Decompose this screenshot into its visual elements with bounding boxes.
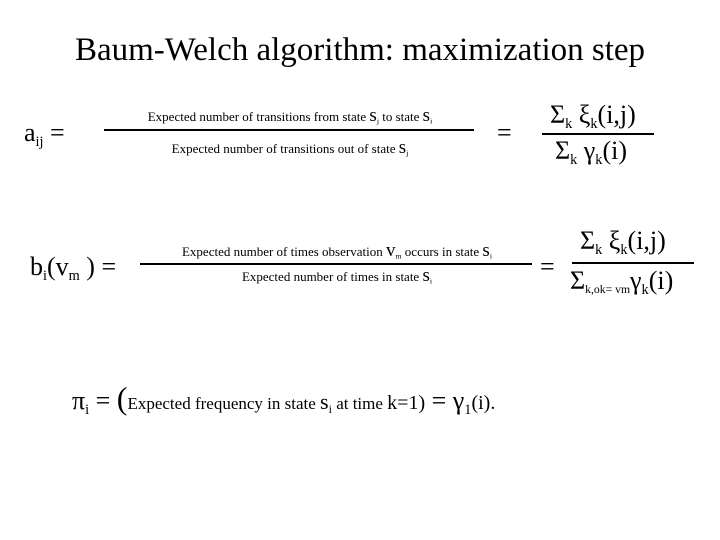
b-r-den-sigma-sub: k,ok= vm — [585, 283, 631, 297]
a-num-mid: to state — [378, 109, 423, 124]
a-denominator — [100, 137, 480, 161]
b-r-den-args: (i) — [648, 266, 674, 295]
pi-text2: at time — [331, 394, 388, 413]
b-right-numerator — [580, 226, 666, 265]
a-lhs — [24, 118, 65, 157]
b-close: ) — [79, 252, 95, 281]
pi-equals: = — [89, 386, 117, 415]
b-r-num-xi: ξ — [608, 226, 621, 255]
a-num-s1: s — [369, 105, 377, 126]
b-num-s-sub: i — [489, 251, 492, 261]
pi-k: k=1) — [387, 392, 426, 414]
b-equals-2: = — [540, 252, 555, 281]
a-num-text: Expected number of transitions from state — [147, 109, 370, 124]
a-den-s: s — [398, 137, 407, 158]
a-num-s2: s — [422, 105, 431, 126]
pi-equation — [72, 380, 495, 428]
b-den-s: s — [422, 265, 430, 286]
b-r-den-gamma: γ — [630, 266, 642, 295]
b-numerator — [138, 240, 536, 264]
pi-equals-2: = — [425, 386, 453, 415]
b-num-v: v — [385, 240, 396, 261]
a-r-den-gamma-sub: k — [595, 152, 603, 168]
pi-s-sub: i — [328, 402, 332, 417]
b-r-den-sigma: Σ — [570, 266, 586, 295]
a-r-den-sigma: Σ — [555, 136, 571, 165]
pi-open-paren: ( — [116, 380, 128, 416]
b-right-denominator — [570, 266, 673, 305]
b-open: (v — [46, 252, 69, 281]
slide-title: Baum-Welch algorithm: maximization step — [74, 32, 646, 68]
b-r-den-gamma-sub: k — [641, 282, 649, 298]
a-r-den-sigma-sub: k — [570, 152, 578, 168]
a-r-den-args: (i) — [602, 136, 627, 165]
a-r-num-sigma-sub: k — [565, 116, 573, 132]
a-equals: = — [50, 118, 65, 147]
b-num-s: s — [482, 240, 490, 261]
pi-gamma-sub: 1 — [464, 402, 472, 418]
pi-s: s — [320, 389, 329, 414]
b-equals: = — [101, 252, 117, 281]
b-fraction-bar — [140, 263, 532, 265]
b-v-subscript: m — [68, 268, 80, 284]
a-den-s-sub: j — [406, 148, 409, 158]
a-subscript: ij — [35, 134, 44, 150]
b-r-num-sigma-sub: k — [595, 242, 603, 258]
a-r-num-xi: ξ — [578, 100, 591, 129]
b-lhs — [30, 252, 116, 291]
a-equals-2: = — [497, 118, 512, 147]
a-r-num-args: (i,j) — [597, 100, 636, 129]
a-right-denominator — [555, 136, 627, 175]
b-num-text: Expected number of times observation — [181, 244, 386, 259]
b-r-num-xi-sub: k — [620, 242, 628, 258]
a-r-den-gamma: γ — [583, 136, 596, 165]
b-right-fraction-bar — [572, 262, 694, 264]
b-r-num-sigma: Σ — [580, 226, 596, 255]
b-num-mid: occurs in state — [401, 244, 483, 259]
a-right-fraction-bar — [542, 133, 654, 135]
pi-gamma: γ — [452, 386, 465, 415]
b-den-text: Expected number of times in state — [241, 269, 423, 284]
a-den-text: Expected number of transitions out of state — [171, 141, 399, 156]
a-num-s1-sub: j — [376, 116, 379, 126]
pi-symbol: π — [72, 386, 86, 415]
pi-subscript: i — [85, 402, 90, 418]
b-symbol: b — [30, 252, 43, 281]
a-fraction-bar — [104, 129, 474, 131]
a-numerator — [100, 105, 480, 129]
a-num-s2-sub: i — [430, 116, 433, 126]
a-r-num-sigma: Σ — [550, 100, 566, 129]
b-den-s-sub: i — [429, 276, 433, 286]
b-subscript: i — [43, 268, 47, 284]
b-r-num-args: (i,j) — [627, 226, 666, 255]
pi-text: Expected frequency in state — [127, 394, 321, 413]
b-denominator — [138, 265, 536, 289]
b-num-v-sub: m — [395, 251, 402, 261]
a-r-num-xi-sub: k — [590, 116, 598, 132]
pi-args: (i). — [471, 392, 496, 414]
a-symbol: a — [24, 118, 36, 147]
